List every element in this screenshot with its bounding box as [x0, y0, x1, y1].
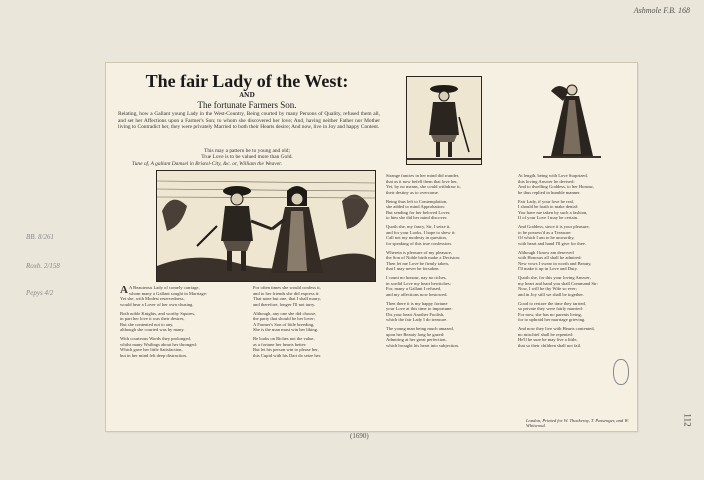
- stanza: And Goddess, since it is your pleasure, to be possess'd as a Treasure: Of which I am to be unworthy, with heart and hand I'll give for thee.: [518, 224, 590, 246]
- library-stamp: [613, 359, 629, 385]
- stanza: Quoth she, my fancy, Sir, I seize it, and for your Looks, I hope to shew it: Call not my modesty in question, for speaking of this true confession.: [386, 224, 456, 246]
- side-number: 112: [682, 413, 693, 427]
- shelfmark: Ashmole F.B. 168: [633, 6, 690, 15]
- woodcut-couple: [156, 170, 376, 282]
- stanza: With courteous Words they prolonged, whilst many Wailings about her thronged: Which gave her little Satisfaction, but in her mind felt deep distraction.: [120, 336, 197, 358]
- ballad-title: The fair Lady of the West:: [145, 71, 349, 91]
- pencil-note: BB. 8/261: [26, 233, 54, 241]
- year-note: (1690): [350, 432, 369, 440]
- stanza: Although, any one she did choose, the party that should be her lover; A Farmer's Son of little breeding, She is the man must win her liking.: [253, 310, 319, 332]
- stanza: Good to restore the time they tarried, so private they were fairly married: For now, she has no parents living, for to upbraid her marriage grieving.: [518, 300, 586, 322]
- stanza: A A Beauteous Lady of comely carriage, whom many a Gallant sought in Marriage: Yet she, with Modest reservedness, would hear a Lover of her own chusing.: [120, 284, 208, 307]
- ballad-intro: Relating, how a Gallant young Lady in the West-Country, Being courted by many Persons of Quality, refused them all, and set her Affections upon a Farmer's Son; to whom she discovered her love; And, having neither Father nor Mother living to Contradict her, they were privately Married to both their Hearts desire; And now, live in Joy and happy Content.: [118, 111, 380, 131]
- ballad-column-3: [386, 173, 511, 352]
- stanza: Both noble Knights, and worthy Squires, in part her love it was their desires, But she contented not to any, although she courted was by many.: [120, 310, 196, 332]
- ballad-column-1: [120, 285, 247, 362]
- ballad-subtitle: The fortunate Farmers Son.: [197, 100, 297, 110]
- stanza: Although I know am deserved with Honours all shall be admired: New vows I swear in worth and Beauty, I'll make it up in Love and Duty.: [518, 249, 592, 271]
- stanza: Be looks on Riches not the value, as a fortune her hearts better: But let his person win to please her, this Cupid with his Dart do seize her.: [253, 336, 322, 358]
- ballad-column-4: [518, 173, 630, 352]
- ballad-tune: Tune of, A gallant Damsel in Bristol-City, &c. or, William the Weaver.: [132, 161, 282, 167]
- printer-imprint: London, Printed for W. Thackeray, T. Passenger, and W. Whitwood.: [526, 418, 629, 428]
- pencil-note: Roxb. 2/158: [26, 262, 60, 270]
- stanza: The young man being much amazed, upon her Beauty long he gazed: Admiring at her great perfection, which brought his heart into subjection.: [386, 326, 459, 348]
- pencil-note: Pepys 4/2: [26, 289, 54, 297]
- stanza: Wherein is pleasure of my pleasure, the Son of Noble birth make a Decision: Then let me Love be firmly taken, that I may never be forsaken.: [386, 249, 461, 271]
- stanza: At length, being with Love Surprized, this loving Answer he devised: And to dwelling Goddess, to her Honour, he thus replied in humble manner.: [518, 173, 594, 195]
- woodcut-lady: [541, 76, 603, 159]
- stanza: Strange fancies in her mind did wander, that as it now befell them that love her, Yet, by no means, she could withdraw it, their destiny as to overcome.: [386, 173, 461, 195]
- stanza: Then there it is my happy fortune your Love at this time to importune: Dis your heart Another Foolish, which the fair Lady I do treasure.: [386, 300, 453, 322]
- stanza: For often times she would confess it, and to her friends she did express it: That none but one, that I shall marry, and therefore, longer I'll not tarry.: [253, 285, 321, 307]
- stanza: And now they live with Hearts contented, no mischief shall be repented: He'll be sure he may live a little, that so their children shall not fail.: [518, 326, 595, 348]
- ballad-couplet: This may a pattern be to young and old; True Love is to be valued more than Gold.: [201, 148, 293, 161]
- title-and: AND: [239, 92, 255, 99]
- stanza: I count no honour, nay no riches, in sordid Love my heart bewitches: For, many a Gallant I refused, and my affections now bestowed.: [386, 275, 451, 297]
- ballad-column-2: [253, 285, 380, 362]
- broadside-sheet: [106, 63, 637, 431]
- stanza: Being thus left to Contemplation, she added to mind Approbation: But sending for her beloved Lover, to him she did her mind discover.: [386, 198, 451, 220]
- stanza: Fair Lady, if your love be real, I should be loath to make denial: You have me taken by such a fashion, If of your Love I may be certain.: [518, 198, 588, 220]
- stanza: Quoth she, for this your loving Answer, my heart and hand you shall Command Sir: Now, I will be thy Wife so ever; and in Joy still we shall be together.: [518, 275, 598, 297]
- woodcut-gentleman: [406, 76, 482, 165]
